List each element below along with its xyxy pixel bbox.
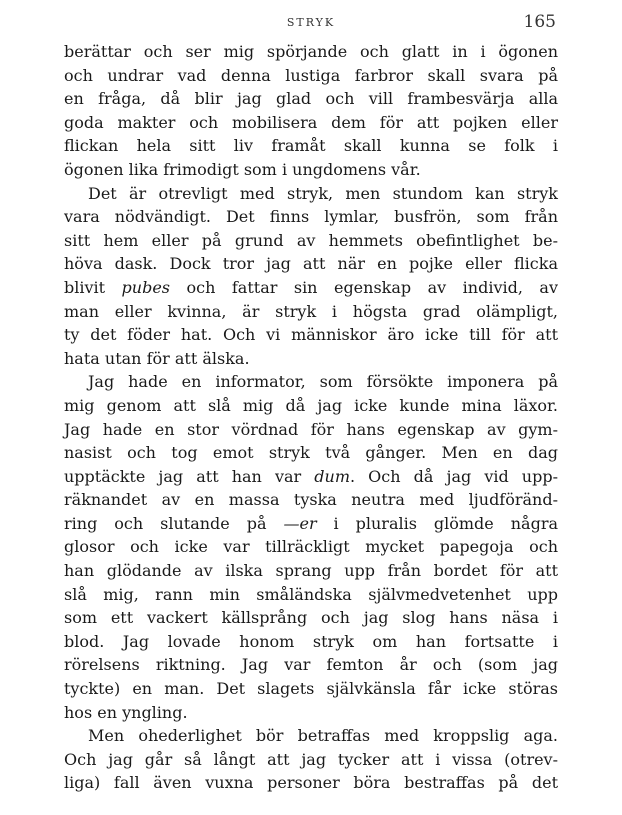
text-line: rörelsens riktning. Jag var femton år och (som jag (64, 655, 558, 675)
text-line: Det är otrevligt med stryk, men stundom kan stryk (88, 183, 558, 203)
text-segment: ring och slutande på (64, 513, 284, 533)
text-line (64, 512, 558, 536)
italic-term: dum (314, 466, 350, 486)
text-line (64, 276, 558, 300)
text-segment: i pluralis glömde några (316, 513, 559, 533)
text-line: flickan hela sitt liv framåt skall kunna se folk i (64, 136, 558, 156)
text-line: man eller kvinna, är stryk i högsta grad olämpligt, (64, 301, 558, 321)
text-line: räknandet av en massa tyska neutra med ljudföränd- (64, 490, 558, 510)
text-line: hata utan för att älska. (64, 348, 250, 368)
text-line: han glödande av ilska sprang upp från bordet för att (64, 561, 558, 581)
text-line: Men ohederlighet bör betraffas med kroppslig aga. (88, 726, 558, 746)
text-segment: . Och då jag vid upp- (349, 466, 558, 486)
text-line: en fråga, då blir jag glad och vill frambesvärja alla (64, 89, 558, 109)
text-line: Och jag går så långt att jag tycker att i vissa (otrev- (64, 749, 558, 769)
text-line (64, 465, 558, 489)
running-title: STRYK (286, 16, 336, 29)
text-line: berättar och ser mig spörjande och glatt in i ögonen (64, 42, 558, 61)
italic-term: —er (283, 513, 317, 533)
text-line: liga) fall även vuxna personer böra bestraffas på det (64, 773, 558, 793)
text-line: nasist och tog emot stryk två gånger. Men en dag (64, 443, 558, 463)
text-segment: blivit (64, 277, 122, 297)
text-segment: upptäckte jag att han var (64, 466, 315, 486)
text-line: ty det föder hat. Och vi människor äro icke till för att (64, 325, 558, 345)
text-line: glosor och icke var tillräckligt mycket papegoja och (64, 537, 558, 557)
text-line: sitt hem eller på grund av hemmets obefintlighet be- (64, 230, 558, 250)
text-line: och undrar vad denna lustiga farbror skall svara på (64, 65, 558, 85)
page-number: 165 (523, 12, 556, 32)
text-segment: och fattar sin egenskap av individ, av (170, 277, 558, 297)
text-line: höva dask. Dock tror jag att när en pojke eller flicka (64, 254, 558, 274)
text-line: vara nödvändigt. Det finns lymlar, busfrön, som från (64, 207, 558, 227)
text-line: blod. Jag lovade honom stryk om han fortsatte i (64, 631, 558, 651)
italic-term: pubes (121, 277, 171, 297)
text-line: mig genom att slå mig då jag icke kunde mina läxor. (64, 395, 558, 415)
text-line: Jag hade en informator, som försökte imponera på (88, 372, 558, 392)
text-line: som ett vackert källsprång och jag slog hans näsa i (64, 608, 558, 628)
body-text (64, 40, 558, 795)
running-head (64, 12, 558, 34)
text-line: hos en yngling. (64, 702, 188, 722)
text-line: tyckte) en man. Det slagets självkänsla får icke störas (64, 679, 558, 699)
text-line: slå mig, rann min småländska självmedvetenhet upp (64, 584, 558, 604)
text-line: Jag hade en stor vördnad för hans egenskap av gym- (64, 419, 558, 439)
text-line: ögonen lika frimodigt som i ungdomens vår. (64, 159, 421, 179)
text-line: goda makter och mobilisera dem för att pojken eller (64, 112, 558, 132)
